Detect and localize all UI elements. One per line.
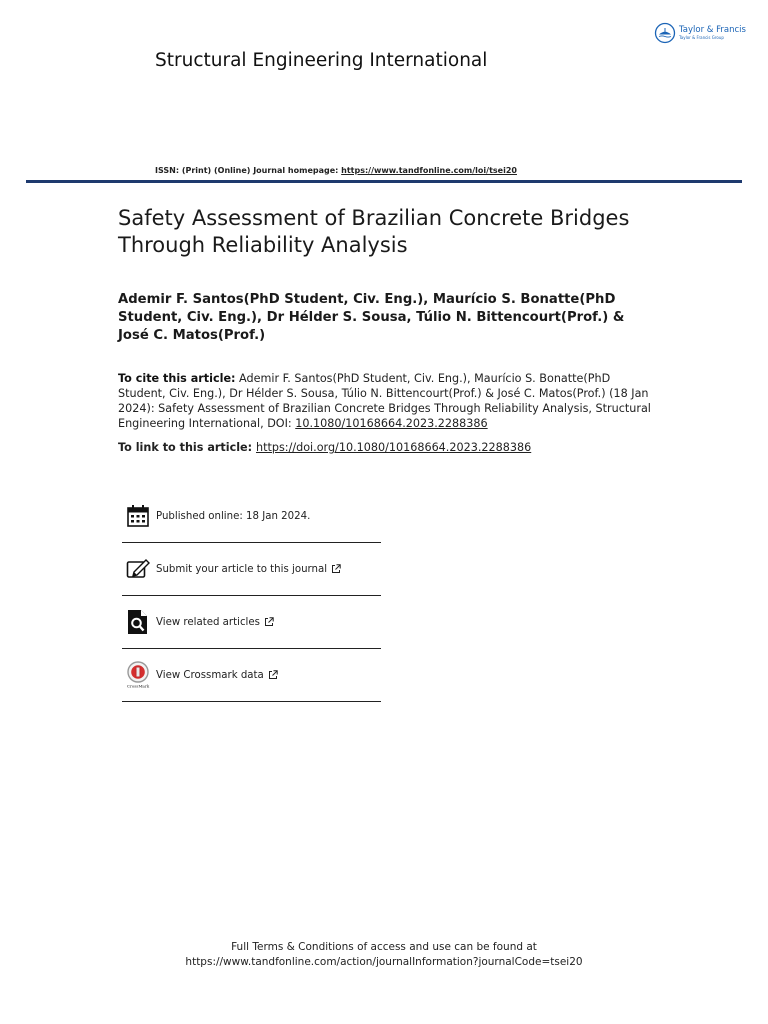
published-online-text: Published online: 18 Jan 2024.: [156, 510, 311, 522]
article-title: Safety Assessment of Brazilian Concrete Bridges Through Reliability Analysis: [118, 206, 630, 257]
taylor-francis-logo-icon: [654, 22, 676, 44]
external-link-icon: [268, 670, 278, 680]
issn-text: ISSN: (Print) (Online) Journal homepage:: [155, 166, 342, 175]
edit-icon: [119, 558, 156, 580]
doi-link[interactable]: 10.1080/10168664.2023.2288386: [295, 417, 488, 430]
journal-homepage-link[interactable]: https://www.tandfonline.com/loi/tsei20: [341, 166, 517, 175]
submit-article-item[interactable]: [122, 543, 381, 595]
external-link-icon: [331, 564, 341, 574]
crossmark-item[interactable]: [122, 649, 381, 701]
related-articles-item[interactable]: [122, 596, 381, 648]
publisher-logo[interactable]: [654, 22, 746, 44]
submit-article-link[interactable]: Submit your article to this journal: [156, 563, 328, 575]
logo-subtext: Taylor & Francis Group: [679, 34, 724, 40]
footer-terms-url[interactable]: https://www.tandfonline.com/action/journalInformation?journalCode=tsei20: [185, 956, 583, 968]
crossmark-link[interactable]: View Crossmark data: [156, 669, 264, 681]
calendar-icon: [119, 504, 156, 528]
footer-terms-text: Full Terms & Conditions of access and use can be found at: [231, 941, 537, 953]
citation-block: [118, 371, 658, 431]
document-search-icon: [119, 609, 156, 635]
header-divider: [26, 180, 742, 183]
cite-label: To cite this article:: [118, 372, 236, 385]
journal-title: Structural Engineering International: [155, 50, 488, 71]
svg-text:CrossMark: CrossMark: [126, 683, 149, 689]
article-authors: Ademir F. Santos(PhD Student, Civ. Eng.), Maurício S. Bonatte(PhD Student, Civ. Eng.), Dr Hélder S. Sousa, Túlio N. Bittencourt(Prof.) & José C. Matos(Prof.): [118, 292, 625, 343]
published-online-item: [122, 490, 381, 542]
doi-url-link[interactable]: https://doi.org/10.1080/10168664.2023.2288386: [256, 441, 532, 454]
article-link-line: [118, 441, 531, 454]
external-link-icon: [264, 617, 274, 627]
info-divider: [122, 701, 381, 702]
logo-name: Taylor & Francis: [679, 25, 746, 36]
cite-text: Ademir F. Santos(PhD Student, Civ. Eng.), Maurício S. Bonatte(PhD Student, Civ. Eng.), Dr Hélder S. Sousa, Túlio N. Bittencourt(Prof.) & José C. Matos(Prof.) (18 Jan 2024): Safety Assessment of Brazilian Concrete Bridges Through Reliability Analysis, Structural Engineering International, DOI:: [118, 372, 651, 430]
related-articles-link[interactable]: View related articles: [156, 616, 260, 628]
terms-footer: [0, 940, 768, 970]
crossmark-icon: [119, 661, 156, 689]
link-label: To link to this article:: [118, 441, 256, 454]
issn-line: [155, 166, 517, 175]
article-info-list: [122, 490, 381, 702]
